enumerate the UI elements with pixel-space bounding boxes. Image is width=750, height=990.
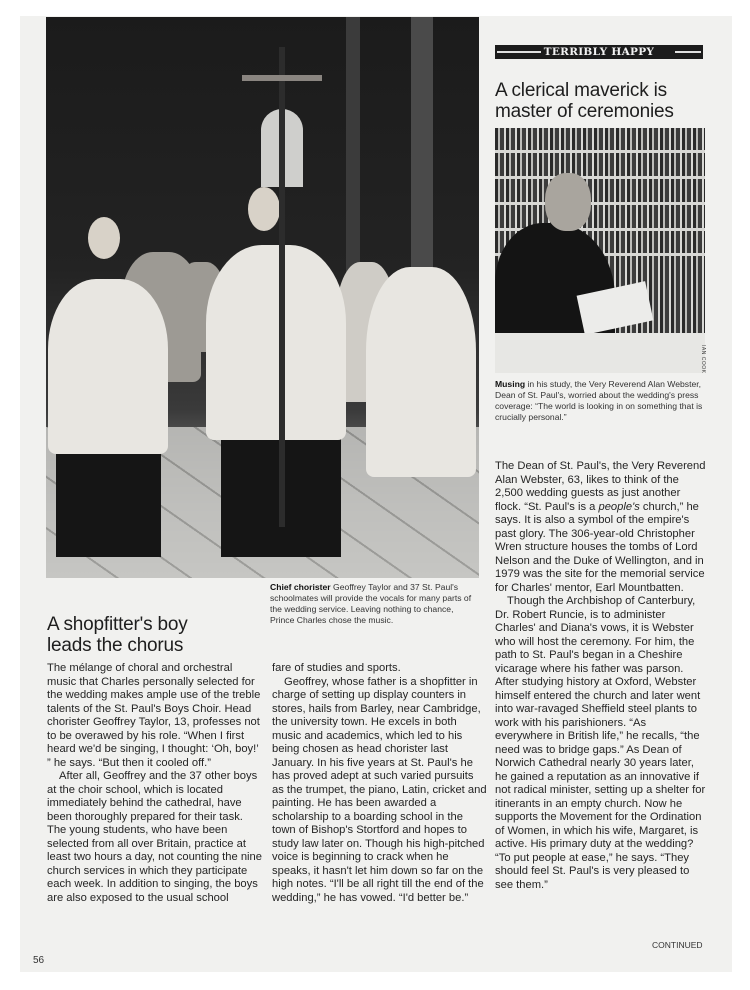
- paragraph: After all, Geoffrey and the 37 other boys at the choir school, which is located immediately behind the cathedral, have been thoroughly prepared for their task. The young students, who have been selected from all over Britain, practice at least two hours a day, not counting the nine church services in which they participate each week. In addition to singing, the boys are also exposed to the usual school: [47, 770, 262, 904]
- cassock: [56, 437, 161, 557]
- paragraph: Though the Archbishop of Canterbury, Dr. Robert Runcie, is to administer Charles' and Diana's vows, it is Webster who will host the ceremony. For him, the path to St. Paul's began in a Cheshire vicarage where his father was parson. After studying history at Oxford, Webster himself entered the church and later went into war-ravaged Sheffield steel plants to work with his parishioners. “As everywhere in British life,” he recalls, “the need was to bridge gaps.” As Dean of Norwich Cathedral nearly 30 years later, he gained a reputation as an innovative if not radical minister, setting up a shelter for itinerants in an empty church. Now he supports the Movement for the Ordination of Women, in which his wife, Margaret, is active. His primary duty at the wedding? “To put people at ease,” he says. “They should feel St. Paul's is very pleased to see them.”: [495, 595, 706, 891]
- processional-cross: [279, 47, 285, 527]
- paragraph: The mélange of choral and orchestral music that Charles personally selected for the wedding makes ample use of the treble talents of the St. Paul's Boys Choir. Head chorister Geoffrey Taylor, 13, professes not to be overawed by his role. “When I first heard we'd be singing, I thought: ‘Oh, boy!’ ” he says. “But then it cooled off.”: [47, 662, 261, 769]
- headline-line: A shopfitter's boy: [47, 614, 188, 635]
- study-photo: [495, 128, 705, 373]
- face: [248, 187, 280, 231]
- section-banner: [495, 45, 703, 59]
- caption-text: Geoffrey Taylor and 37 St. Paul's schoolmates will provide the vocals for many parts of the wedding service. Leaving nothing to chance, Prince Charles chose the music.: [270, 582, 472, 625]
- page-number: 56: [33, 955, 45, 966]
- right-headline: [495, 80, 715, 122]
- dean-face: [545, 173, 591, 231]
- headline-line: leads the chorus: [47, 635, 184, 656]
- headline-line: master of ceremonies: [495, 101, 674, 122]
- continued-label: CONTINUED: [652, 940, 703, 950]
- paragraph: Geoffrey, whose father is a shopfitter in charge of setting up display counters in stores, hails from Barley, near Cambridge, the university town. He excels in both music and academics, which led to his being chosen as head chorister last January. In his five years at St. Paul's he has proved adept at such varied pursuits as the trumpet, the piano, Latin, cricket and painting. He has been awarded a scholarship to a boarding school in the town of Bishop's Stortford and hopes to study law later on. Though his high-pitched voice is beginning to crack when he speaks, it hasn't let him down so far on the high notes. “I'll be all right till the end of the wedding,” he has vowed. “I'd better be.”: [272, 675, 487, 904]
- desk: [495, 333, 705, 373]
- chief-chorister: [206, 245, 346, 440]
- face: [88, 217, 120, 259]
- right-story-body: [495, 460, 707, 892]
- bookshelf: [495, 150, 705, 153]
- left-story-col1: [47, 662, 262, 905]
- caption-lead: Chief chorister: [270, 582, 331, 592]
- choirboy-left: [48, 279, 168, 454]
- caption-lead: Musing: [495, 379, 526, 389]
- italic-run: people's: [598, 500, 640, 513]
- paragraph: fare of studies and sports.: [272, 662, 401, 674]
- study-photo-caption: [495, 379, 710, 423]
- left-story-col2: [272, 662, 487, 905]
- left-headline: [47, 614, 267, 656]
- headline-line: A clerical maverick is: [495, 80, 667, 101]
- paragraph: [495, 460, 707, 595]
- caption-text: in his study, the Very Reverend Alan Webster, Dean of St. Paul's, worried about the wedding's press coverage: “The world is looking in on something that is crucially personal.”: [495, 379, 703, 422]
- choir-photo: [46, 17, 479, 578]
- choirboy: [366, 267, 476, 477]
- photo-credit: IAN COOK: [700, 345, 706, 374]
- cross-arm: [242, 75, 322, 81]
- main-photo-caption: [270, 582, 480, 626]
- banner-label: TERRIBLY HAPPY: [541, 46, 657, 58]
- bookshelf: [495, 176, 705, 179]
- text-run: The Dean of St. Paul's, the Very Reverend Alan Webster, 63, likes to think of the 2,500 wedding guests as just another flock. “St. Paul's is a: [495, 460, 706, 513]
- text-run: church,” he says. It is also a symbol of the empire's past glory. The 306-year-old Christopher Wren structure houses the tombs of Lord Nelson and the Duke of Wellington, and in 1979 was the site for the memorial service for Charles' mentor, Earl Mountbatten.: [495, 500, 705, 594]
- bookshelf: [495, 202, 705, 205]
